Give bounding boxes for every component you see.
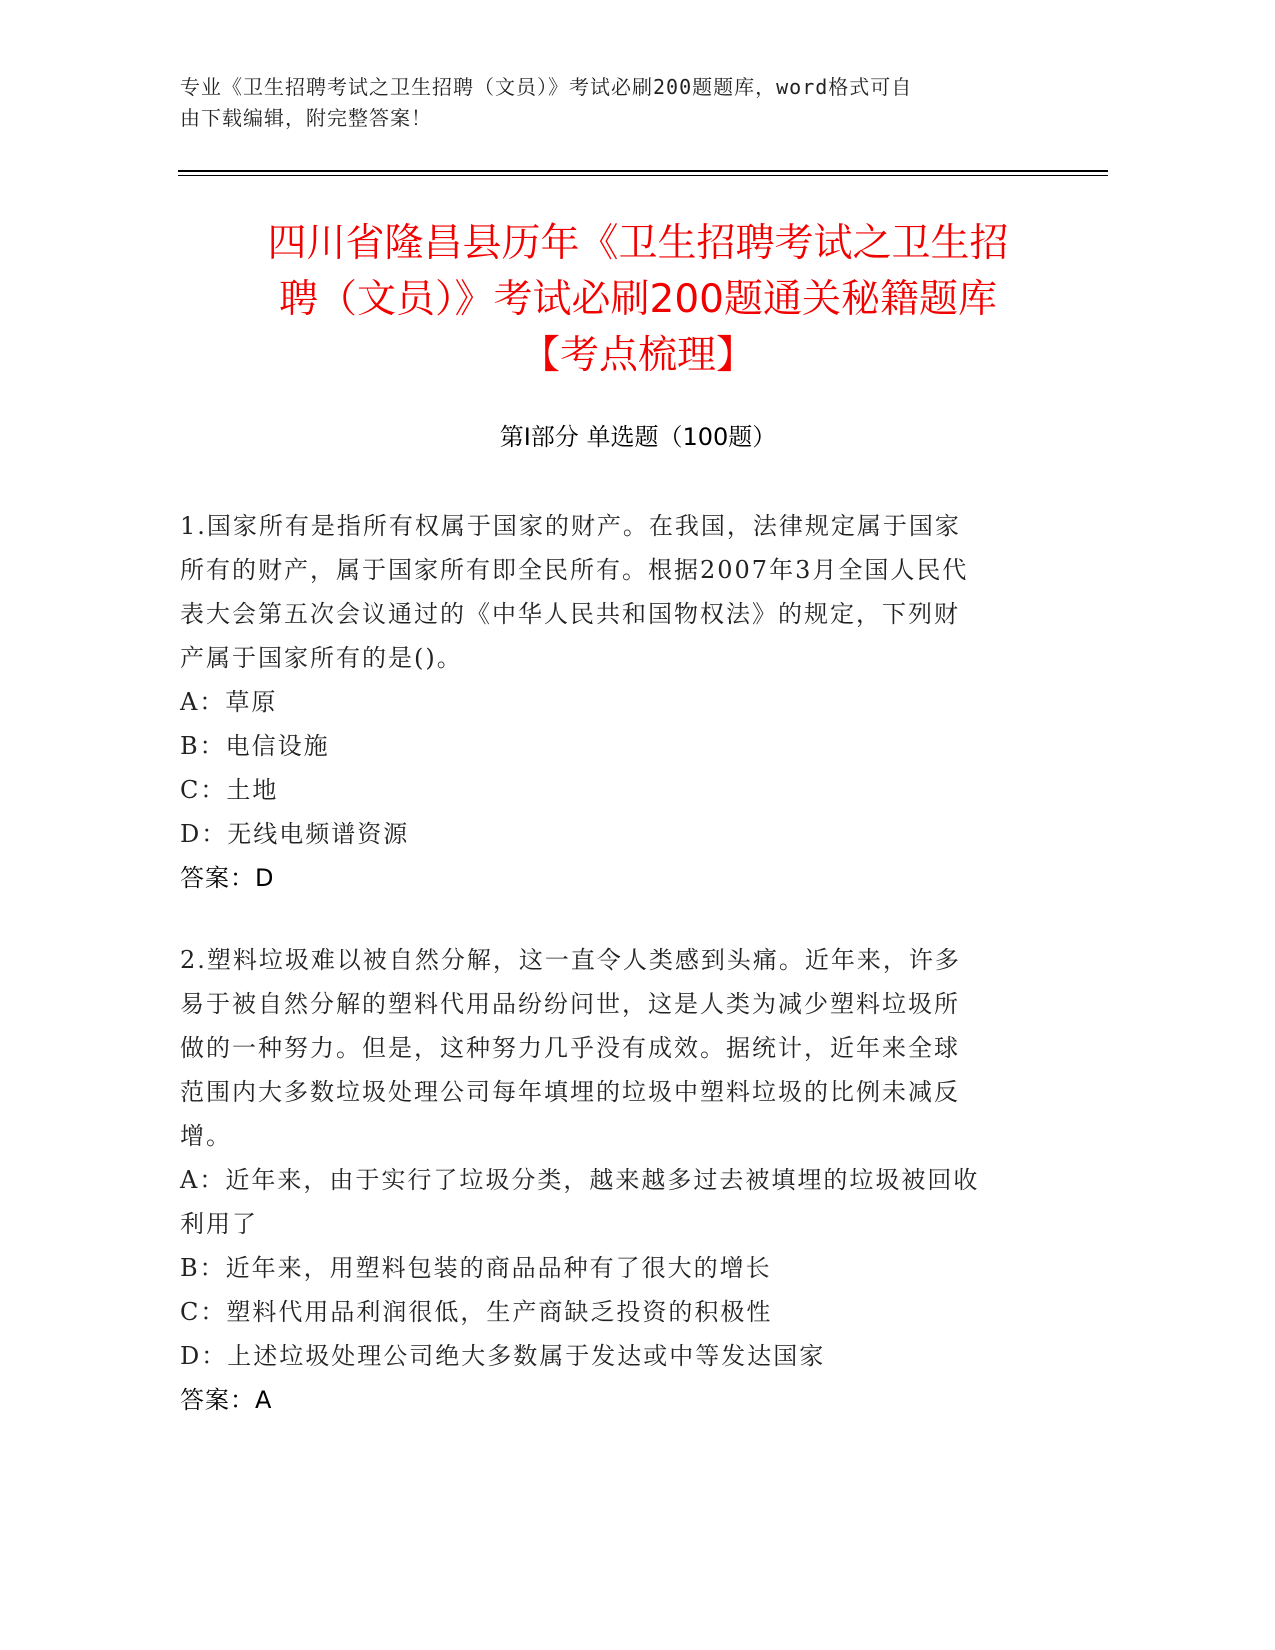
- title-line-2: 聘（文员）》考试必刷200题通关秘籍题库: [279, 277, 997, 322]
- question-stem-line: 做的一种努力。但是，这种努力几乎没有成效。据统计，近年来全球: [180, 1034, 960, 1062]
- question-stem-line: 2.塑料垃圾难以被自然分解，这一直令人类感到头痛。近年来，许多: [180, 946, 961, 974]
- option-c: C：土地: [180, 776, 279, 804]
- question-2: [180, 938, 1040, 1422]
- option-d: D：上述垃圾处理公司绝大多数属于发达或中等发达国家: [180, 1342, 826, 1370]
- question-stem-line: 易于被自然分解的塑料代用品纷纷问世，这是人类为减少塑料垃圾所: [180, 990, 960, 1018]
- question-stem-line: 1.国家所有是指所有权属于国家的财产。在我国，法律规定属于国家: [180, 512, 961, 540]
- header-rule-thick: [178, 170, 1108, 172]
- answer-label: 答案：A: [180, 1386, 273, 1414]
- question-stem-line: 产属于国家所有的是()。: [180, 644, 463, 672]
- question-stem-line: 增。: [180, 1122, 232, 1150]
- option-c: C：塑料代用品利润很低，生产商缺乏投资的积极性: [180, 1298, 773, 1326]
- document-title: [150, 216, 1126, 384]
- section-heading: 第Ⅰ部分 单选题（100题）: [499, 423, 777, 451]
- question-1: [180, 504, 1040, 900]
- title-line-1: 四川省隆昌县历年《卫生招聘考试之卫生招: [267, 221, 1009, 266]
- answer-label: 答案：D: [180, 864, 275, 892]
- question-stem-line: 范围内大多数垃圾处理公司每年填埋的垃圾中塑料垃圾的比例未减反: [180, 1078, 960, 1106]
- question-stem-line: 表大会第五次会议通过的《中华人民共和国物权法》的规定，下列财: [180, 600, 960, 628]
- option-a-continued: 利用了: [180, 1210, 258, 1238]
- option-b: B：近年来，用塑料包装的商品品种有了很大的增长: [180, 1254, 772, 1282]
- option-b: B：电信设施: [180, 732, 330, 760]
- header-line-1: 专业《卫生招聘考试之卫生招聘（文员）》考试必刷200题题库，word格式可自: [180, 75, 913, 99]
- option-a: A：近年来，由于实行了垃圾分类，越来越多过去被填埋的垃圾被回收: [180, 1166, 980, 1194]
- title-line-3: 【考点梳理】: [520, 333, 755, 378]
- option-a: A：草原: [180, 688, 278, 716]
- header-line-2: 由下载编辑，附完整答案！: [180, 106, 432, 130]
- header-rule-thin: [178, 175, 1108, 176]
- option-d: D：无线电频谱资源: [180, 820, 410, 848]
- page-header: [180, 72, 1040, 134]
- question-stem-line: 所有的财产，属于国家所有即全民所有。根据2007年3月全国人民代: [180, 556, 969, 584]
